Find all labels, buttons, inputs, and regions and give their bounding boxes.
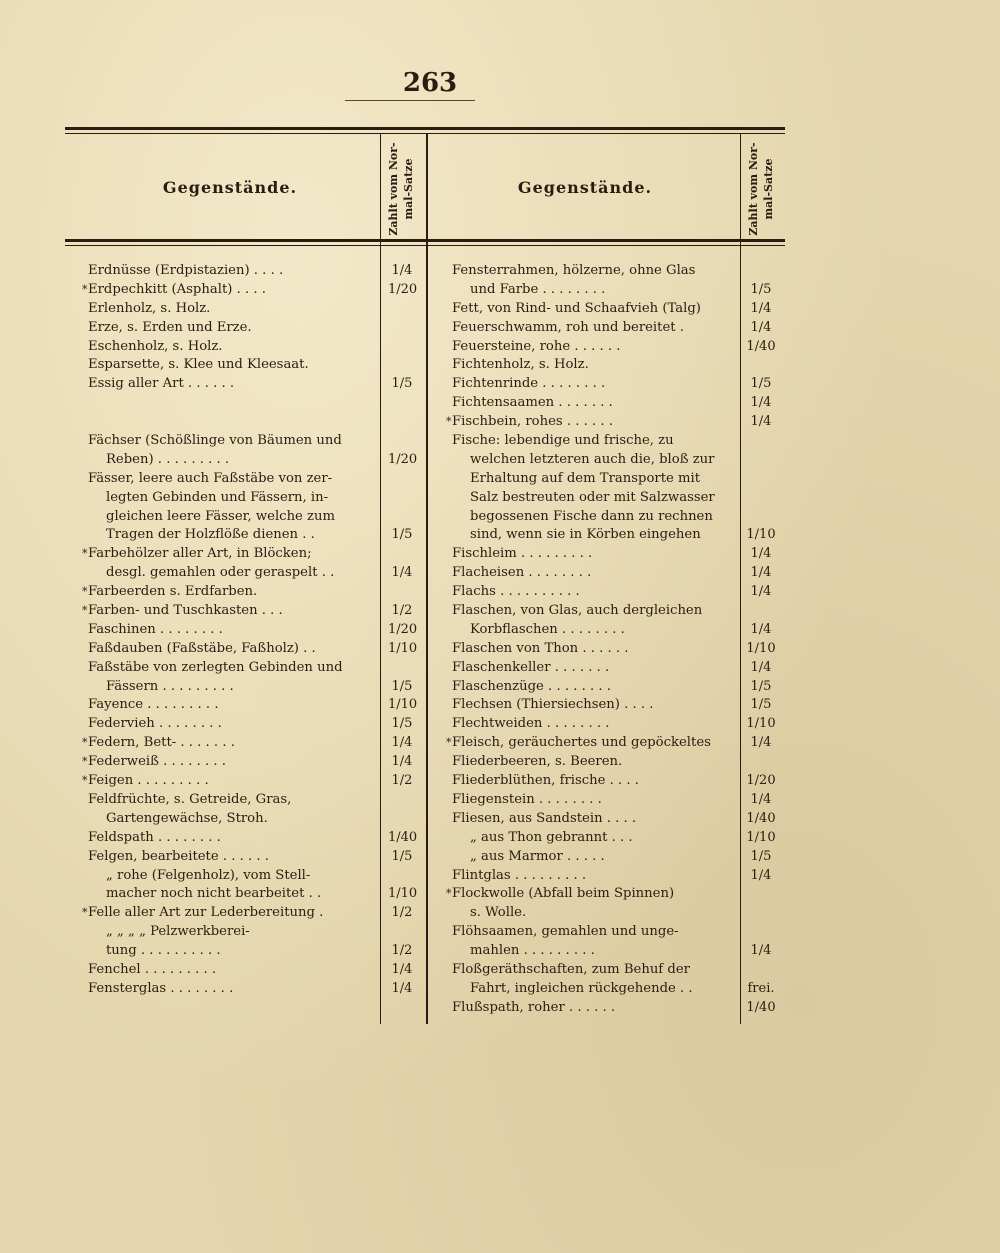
tariff-row xyxy=(452,810,776,829)
item-text: Esparsette, s. Klee und Kleesaat. xyxy=(88,357,309,373)
tariff-row xyxy=(452,621,772,640)
item-text: Fichtenrinde . . . . . . . . xyxy=(452,376,606,392)
item-text: Fayence . . . . . . . . . xyxy=(88,697,219,713)
item-text: Farbehölzer aller Art, in Blöcken; xyxy=(88,546,312,562)
tariff-row xyxy=(452,451,734,470)
item-text: Gartengewächse, Stroh. xyxy=(106,810,268,826)
item-text: Faßstäbe von zerlegten Gebinden und xyxy=(88,659,343,675)
left-rate-header-line2: mal-Satze xyxy=(402,158,415,220)
tariff-row xyxy=(88,526,413,545)
rate-value: 1/4 xyxy=(750,300,772,316)
tariff-row xyxy=(88,715,413,734)
tariff-row xyxy=(88,696,418,715)
rate-value: 1/10 xyxy=(388,697,418,713)
item-text: Erze, s. Erden und Erze. xyxy=(88,319,252,335)
tariff-row xyxy=(452,602,734,621)
item-text: Flechsen (Thiersiechsen) . . . . xyxy=(452,697,654,713)
tariff-row xyxy=(452,923,734,942)
asterisk-mark: * xyxy=(82,906,88,920)
item-text: Flintglas . . . . . . . . . xyxy=(452,867,587,883)
rate-value: 1/5 xyxy=(750,697,772,713)
right-rate-header-line1: Zahlt vom Nor- xyxy=(747,142,760,236)
item-text: „ aus Thon gebrannt . . . xyxy=(470,829,633,845)
rate-value: 1/10 xyxy=(388,886,418,902)
item-text: Feuerschwamm, roh und bereitet . xyxy=(452,319,684,335)
item-text: Fahrt, ingleichen rückgehende . . xyxy=(470,980,693,996)
item-text: gleichen leere Fässer, welche zum xyxy=(106,508,336,524)
tariff-row xyxy=(88,432,384,451)
asterisk-mark: * xyxy=(82,547,88,561)
item-text: tung . . . . . . . . . . xyxy=(106,943,221,959)
item-text: Feigen . . . . . . . . . xyxy=(88,773,209,789)
rate-value: 1/4 xyxy=(391,754,413,770)
tariff-row xyxy=(452,338,776,357)
rate-value: 1/4 xyxy=(391,735,413,751)
tariff-row xyxy=(88,961,413,980)
tariff-row xyxy=(88,375,413,394)
rate-value: 1/5 xyxy=(750,281,772,297)
tariff-row xyxy=(88,980,413,999)
rate-value: 1/2 xyxy=(391,905,413,921)
rate-value: 1/40 xyxy=(388,829,418,845)
blank-line xyxy=(88,413,384,432)
item-text: Feuersteine, rohe . . . . . . xyxy=(452,338,621,354)
rate-value: 1/5 xyxy=(750,848,772,864)
tariff-row xyxy=(88,451,418,470)
asterisk-mark: * xyxy=(82,282,88,296)
rate-value: 1/10 xyxy=(746,829,776,845)
item-text: Erdpechkitt (Asphalt) . . . . xyxy=(88,281,266,297)
item-text: Flacheisen . . . . . . . . xyxy=(452,565,592,581)
page-number-rule xyxy=(345,100,475,101)
item-text: Reben) . . . . . . . . . xyxy=(106,451,230,467)
item-text: Fischleim . . . . . . . . . xyxy=(452,546,593,562)
item-text: desgl. gemahlen oder geraspelt . . xyxy=(106,565,335,581)
tariff-row xyxy=(82,281,418,300)
item-text: Flaschenzüge . . . . . . . . xyxy=(452,678,611,694)
tariff-row xyxy=(452,432,734,451)
item-text: Floßgeräthschaften, zum Behuf der xyxy=(452,961,690,977)
item-text: Korbflaschen . . . . . . . . xyxy=(470,621,625,637)
item-text: Flaschen von Thon . . . . . . xyxy=(452,640,629,656)
rate-value: 1/5 xyxy=(391,716,413,732)
rate-value: 1/4 xyxy=(750,414,772,430)
rate-value: 1/4 xyxy=(750,659,772,675)
tariff-row xyxy=(88,829,418,848)
item-text: Flaschen, von Glas, auch dergleichen xyxy=(452,603,703,619)
asterisk-mark: * xyxy=(446,736,452,750)
asterisk-mark: * xyxy=(446,887,452,901)
asterisk-mark: * xyxy=(446,415,452,429)
item-text: Felle aller Art zur Lederbereitung . xyxy=(88,905,324,921)
rate-value: 1/10 xyxy=(746,640,776,656)
rate-value: 1/20 xyxy=(388,621,418,637)
tariff-row xyxy=(88,564,413,583)
tariff-row xyxy=(88,356,384,375)
item-text: Flußspath, roher . . . . . . xyxy=(452,999,616,1015)
tariff-row xyxy=(452,545,772,564)
tariff-row xyxy=(88,810,384,829)
rate-value: 1/2 xyxy=(391,773,413,789)
rate-value: 1/4 xyxy=(391,263,413,278)
tariff-row xyxy=(452,999,776,1018)
rate-value: 1/2 xyxy=(391,603,413,619)
item-text: Federn, Bett- . . . . . . . xyxy=(88,735,235,751)
tariff-row xyxy=(452,696,772,715)
rate-value: 1/40 xyxy=(746,999,776,1015)
rate-value: 1/20 xyxy=(388,451,418,467)
item-text: Fett, von Rind- und Schaafvieh (Talg) xyxy=(452,300,701,316)
tariff-row xyxy=(452,319,772,338)
tariff-row xyxy=(88,678,413,697)
tariff-row xyxy=(452,375,772,394)
page-number: 263 xyxy=(402,68,458,98)
item-text: Fensterrahmen, hölzerne, ohne Glas xyxy=(452,263,696,278)
rate-value: 1/20 xyxy=(388,281,418,297)
tariff-row xyxy=(452,526,776,545)
asterisk-mark: * xyxy=(82,604,88,618)
tariff-row xyxy=(82,734,413,753)
tariff-row xyxy=(88,848,413,867)
tariff-row xyxy=(446,885,734,904)
tariff-row xyxy=(452,980,775,999)
tariff-row xyxy=(88,262,413,281)
item-text: „ rohe (Felgenholz), vom Stell- xyxy=(106,867,311,883)
rate-value: 1/2 xyxy=(391,943,413,959)
tariff-row xyxy=(88,659,384,678)
right-value-divider xyxy=(740,134,741,1024)
right-items-header: Gegenstände. xyxy=(517,178,653,197)
tariff-row xyxy=(452,583,772,602)
tariff-row xyxy=(88,640,418,659)
item-text: Fichtenholz, s. Holz. xyxy=(452,357,589,373)
item-text: s. Wolle. xyxy=(470,905,527,921)
tariff-row xyxy=(88,791,384,810)
item-text: Erhaltung auf dem Transporte mit xyxy=(470,470,701,486)
tariff-row xyxy=(82,753,413,772)
rate-value: 1/4 xyxy=(750,621,772,637)
rate-value: 1/5 xyxy=(750,376,772,392)
rate-value: 1/10 xyxy=(388,640,418,656)
header-bottom-rule xyxy=(65,239,785,242)
rate-value: 1/10 xyxy=(746,716,776,732)
asterisk-mark: * xyxy=(82,774,88,788)
table-top-rule xyxy=(65,127,785,130)
tariff-row xyxy=(88,885,418,904)
rate-value: 1/4 xyxy=(391,980,413,996)
blank-line xyxy=(88,394,384,413)
tariff-row xyxy=(88,338,384,357)
left-rate-header xyxy=(386,134,420,244)
tariff-row xyxy=(452,753,734,772)
rate-value: 1/4 xyxy=(750,584,772,600)
item-text: Salz bestreuten oder mit Salzwasser xyxy=(470,489,715,505)
item-text: Feldspath . . . . . . . . xyxy=(88,829,221,845)
rate-value: 1/4 xyxy=(391,565,413,581)
rate-value: frei. xyxy=(747,980,775,996)
tariff-row xyxy=(452,394,772,413)
rate-value: 1/4 xyxy=(750,546,772,562)
item-text: Tragen der Holzflöße dienen . . xyxy=(106,527,315,543)
item-text: Flachs . . . . . . . . . . xyxy=(452,584,580,600)
tariff-row xyxy=(88,942,413,961)
tariff-row xyxy=(88,621,418,640)
rate-value: 1/5 xyxy=(391,376,413,392)
item-text: Fensterglas . . . . . . . . xyxy=(88,980,234,996)
item-text: Essig aller Art . . . . . . xyxy=(88,376,235,392)
tariff-row xyxy=(82,904,413,923)
tariff-row xyxy=(88,867,384,886)
item-text: Farbeerden s. Erdfarben. xyxy=(88,584,258,600)
item-text: sind, wenn sie in Körben eingehen xyxy=(470,527,701,543)
tariff-row xyxy=(452,829,776,848)
tariff-row xyxy=(88,470,384,489)
item-text: Flaschenkeller . . . . . . . xyxy=(452,659,610,675)
item-text: welchen letzteren auch die, bloß zur xyxy=(470,451,715,467)
item-text: begossenen Fische dann zu rechnen xyxy=(470,508,713,524)
item-text: „ „ „ „ Pelzwerkberei- xyxy=(106,924,250,940)
tariff-row xyxy=(82,772,413,791)
item-text: Fässern . . . . . . . . . xyxy=(106,678,234,694)
tariff-row xyxy=(452,867,772,886)
rate-value: 1/4 xyxy=(750,791,772,807)
item-text: Federvieh . . . . . . . . xyxy=(88,716,222,732)
asterisk-mark: * xyxy=(82,585,88,599)
tariff-row xyxy=(452,848,772,867)
tariff-row xyxy=(452,715,776,734)
right-column xyxy=(446,262,776,1018)
left-column xyxy=(82,262,418,999)
rate-value: 1/40 xyxy=(746,338,776,354)
item-text: Feldfrüchte, s. Getreide, Gras, xyxy=(88,791,292,807)
rate-value: 1/5 xyxy=(391,678,413,694)
tariff-row xyxy=(82,545,384,564)
tariff-row xyxy=(452,281,772,300)
item-text: Fliegenstein . . . . . . . . xyxy=(452,791,602,807)
item-text: mahlen . . . . . . . . . xyxy=(470,943,595,959)
asterisk-mark: * xyxy=(82,755,88,769)
item-text: Flöhsaamen, gemahlen und unge- xyxy=(452,924,679,940)
tariff-row xyxy=(452,961,734,980)
item-text: „ aus Marmor . . . . . xyxy=(470,848,605,864)
rate-value: 1/4 xyxy=(750,867,772,883)
item-text: Fleisch, geräuchertes und gepöckeltes xyxy=(452,735,711,751)
item-text: Fische: lebendige und frische, zu xyxy=(452,433,674,449)
center-divider xyxy=(426,134,428,1024)
item-text: Faßdauben (Faßstäbe, Faßholz) . . xyxy=(88,640,316,656)
item-text: Fliesen, aus Sandstein . . . . xyxy=(452,810,637,826)
tariff-row xyxy=(452,470,734,489)
tariff-row xyxy=(88,489,384,508)
tariff-row xyxy=(452,678,772,697)
item-text: Erdnüsse (Erdpistazien) . . . . xyxy=(88,263,284,278)
tariff-row xyxy=(88,923,384,942)
tariff-row xyxy=(88,319,384,338)
item-text: legten Gebinden und Fässern, in- xyxy=(106,489,329,505)
tariff-row xyxy=(88,300,384,319)
right-rate-header xyxy=(746,134,780,244)
tariff-row xyxy=(452,904,734,923)
rate-value: 1/4 xyxy=(750,319,772,335)
item-text: Fässer, leere auch Faßstäbe von zer- xyxy=(88,470,333,486)
item-text: und Farbe . . . . . . . . xyxy=(470,281,606,297)
rate-value: 1/4 xyxy=(750,565,772,581)
item-text: Flockwolle (Abfall beim Spinnen) xyxy=(452,886,675,902)
item-text: Fichtensaamen . . . . . . . xyxy=(452,395,613,411)
left-items-header: Gegenstände. xyxy=(162,178,298,197)
tariff-row xyxy=(452,772,776,791)
rate-value: 1/4 xyxy=(750,943,772,959)
item-text: Fächser (Schößlinge von Bäumen und xyxy=(88,433,342,449)
item-text: Fliederbeeren, s. Beeren. xyxy=(452,754,623,770)
tariff-row xyxy=(452,791,772,810)
tariff-row xyxy=(452,300,772,319)
item-text: Flechtweiden . . . . . . . . xyxy=(452,716,610,732)
tariff-row xyxy=(446,413,772,432)
tariff-row xyxy=(452,564,772,583)
item-text: Fliederblüthen, frische . . . . xyxy=(452,773,639,789)
item-text: Felgen, bearbeitete . . . . . . xyxy=(88,848,269,864)
item-text: Faschinen . . . . . . . . xyxy=(88,621,223,637)
tariff-row xyxy=(452,262,734,281)
rate-value: 1/4 xyxy=(391,961,413,977)
header-bottom-rule-thin xyxy=(65,245,785,246)
item-text: macher noch nicht bearbeitet . . xyxy=(106,886,322,902)
item-text: Eschenholz, s. Holz. xyxy=(88,338,223,354)
item-text: Farben- und Tuschkasten . . . xyxy=(88,603,283,619)
tariff-row xyxy=(446,734,772,753)
item-text: Fischbein, rohes . . . . . . xyxy=(452,414,613,430)
tariff-row xyxy=(452,356,734,375)
tariff-row xyxy=(452,489,734,508)
table-top-rule-thin xyxy=(65,133,785,134)
tariff-row xyxy=(88,508,384,527)
tariff-row xyxy=(452,508,734,527)
item-text: Federweiß . . . . . . . . xyxy=(88,754,226,770)
tariff-row xyxy=(82,602,413,621)
rate-value: 1/4 xyxy=(750,395,772,411)
item-text: Erlenholz, s. Holz. xyxy=(88,300,211,316)
rate-value: 1/10 xyxy=(746,527,776,543)
asterisk-mark: * xyxy=(82,736,88,750)
rate-value: 1/20 xyxy=(746,773,776,789)
rate-value: 1/4 xyxy=(750,735,772,751)
tariff-row xyxy=(452,659,772,678)
tariff-row xyxy=(452,942,772,961)
item-text: Fenchel . . . . . . . . . xyxy=(88,961,217,977)
right-rate-header-line2: mal-Satze xyxy=(762,158,775,220)
rate-value: 1/40 xyxy=(746,810,776,826)
tariff-row xyxy=(452,640,776,659)
rate-value: 1/5 xyxy=(391,848,413,864)
tariff-row xyxy=(82,583,384,602)
rate-value: 1/5 xyxy=(750,678,772,694)
left-rate-header-line1: Zahlt vom Nor- xyxy=(387,142,400,236)
rate-value: 1/5 xyxy=(391,527,413,543)
